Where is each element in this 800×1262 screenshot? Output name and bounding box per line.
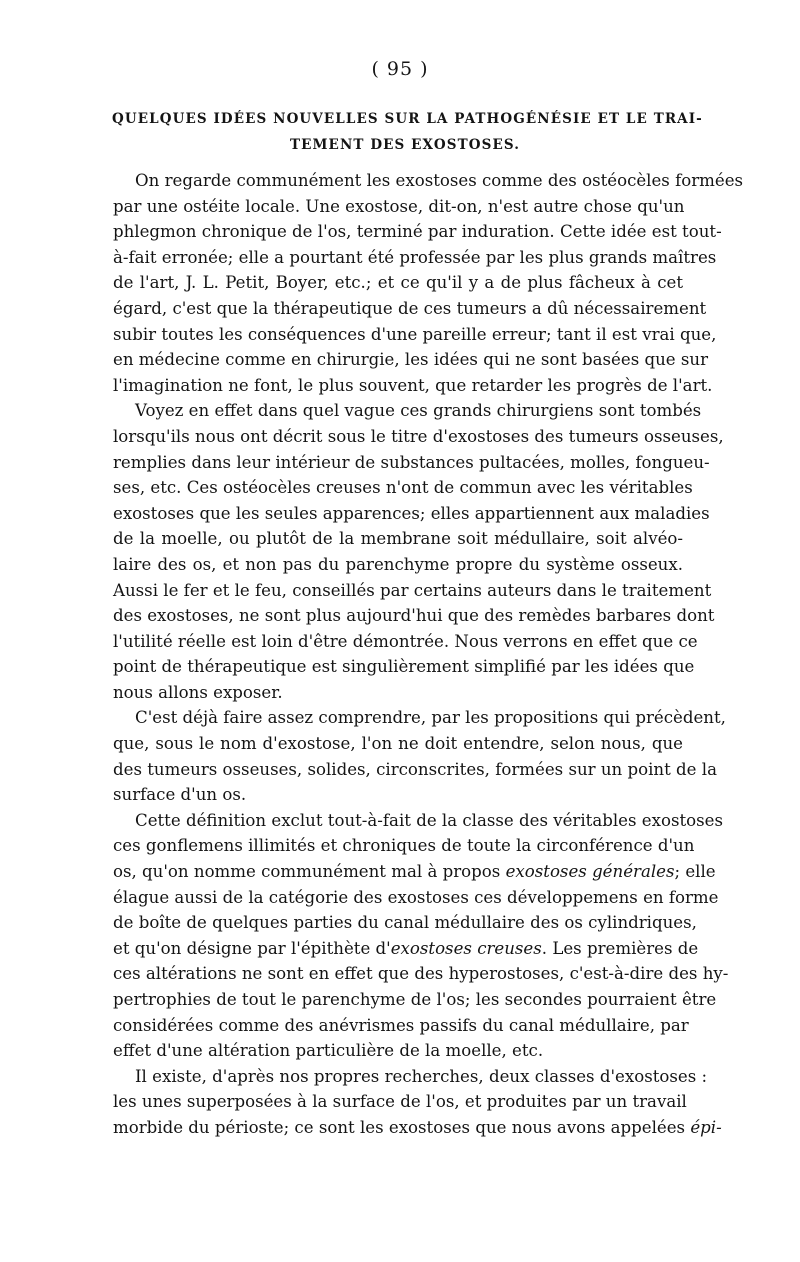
text-line: Voyez en effet dans quel vague ces grands chirurgiens sont tombés (135, 401, 702, 421)
text-line: par une ostéite locale. Une exostose, dit-on, n'est autre chose qu'un (113, 196, 685, 216)
text-line: nous allons exposer. (113, 682, 283, 702)
text-line: surface d'un os. (113, 785, 247, 805)
text-line: lorsqu'ils nous ont décrit sous le titre d'exostoses des tumeurs osseuses, (113, 426, 724, 446)
heading-line: QUELQUES IDÉES NOUVELLES SUR LA PATHOGÉNÉSIE ET LE TRAI- (112, 111, 703, 127)
text-line: Il existe, d'après nos propres recherches, deux classes d'exostoses : (135, 1066, 708, 1086)
text-line: l'utilité réelle est loin d'être démontrée. Nous verrons en effet que ce (113, 631, 698, 651)
text-line: ses, etc. Ces ostéocèles creuses n'ont de commun avec les véritables (113, 478, 693, 498)
text-line: morbide du périoste; ce sont les exostoses que nous avons appelées épi- (113, 1117, 722, 1137)
text-line: en médecine comme en chirurgie, les idées qui ne sont basées que sur (113, 350, 709, 370)
text-line: l'imagination ne font, le plus souvent, que retarder les progrès de l'art. (113, 375, 713, 395)
italic-term: épi- (690, 1117, 722, 1137)
text-line: os, qu'on nomme communément mal à propos exostoses générales; elle (113, 862, 716, 882)
italic-term: exostoses creuses (390, 938, 542, 958)
text-line: Aussi le fer et le feu, conseillés par certains auteurs dans le traitement (113, 580, 712, 600)
text-line: laire des os, et non pas du parenchyme propre du système osseux. (113, 554, 683, 574)
text-line: de boîte de quelques parties du canal médullaire des os cylindriques, (113, 913, 697, 933)
heading-line: TEMENT DES EXOSTOSES. (289, 137, 521, 153)
italic-term: exostoses générales (505, 862, 675, 882)
text-line: les unes superposées à la surface de l'os, et produites par un travail (113, 1092, 687, 1112)
text-line: des exostoses, ne sont plus aujourd'hui que des remèdes barbares dont (113, 606, 715, 626)
text-line: égard, c'est que la thérapeutique de ces tumeurs a dû nécessairement (113, 298, 707, 318)
text-line: ces gonflemens illimités et chroniques de toute la circonférence d'un (113, 836, 695, 856)
text-line: et qu'on désigne par l'épithète d'exostoses creuses. Les premières de (113, 938, 699, 958)
text-line: exostoses que les seules apparences; elles appartiennent aux maladies (113, 503, 710, 523)
text-line: ces altérations ne sont en effet que des hyperostoses, c'est-à-dire des hy- (113, 964, 729, 984)
text-line: subir toutes les conséquences d'une pareille erreur; tant il est vrai que, (113, 324, 717, 344)
text-line: phlegmon chronique de l'os, terminé par induration. Cette idée est tout- (113, 222, 722, 242)
body-text (113, 168, 744, 1141)
paragraph (113, 705, 726, 807)
text-line: Cette définition exclut tout-à-fait de la classe des véritables exostoses (135, 810, 723, 830)
text-line: remplies dans leur intérieur de substances pultacées, molles, fongueu- (113, 452, 710, 472)
section-heading (112, 106, 703, 158)
text-line: de l'art, J. L. Petit, Boyer, etc.; et ce qu'il y a de plus fâcheux à cet (113, 273, 683, 293)
text-line: considérées comme des anévrismes passifs du canal médullaire, par (113, 1015, 689, 1035)
text-line: que, sous le nom d'exostose, l'on ne doit entendre, selon nous, que (113, 734, 683, 754)
text-line: des tumeurs osseuses, solides, circonscrites, formées sur un point de la (113, 759, 717, 779)
paragraph (113, 808, 729, 1064)
text-line: point de thérapeutique est singulièrement simplifié par les idées que (113, 657, 695, 677)
text-line: On regarde communément les exostoses comme des ostéocèles formées (135, 171, 744, 190)
text-line: à-fait erronée; elle a pourtant été professée par les plus grands maîtres (113, 247, 717, 267)
page-number: ( 95 ) (371, 58, 429, 80)
text-line: effet d'une altération particulière de la moelle, etc. (113, 1041, 544, 1061)
text-line: pertrophies de tout le parenchyme de l'os; les secondes pourraient être (113, 990, 717, 1009)
text-line: élague aussi de la catégorie des exostoses ces développemens en forme (113, 887, 719, 907)
text-line: C'est déjà faire assez comprendre, par les propositions qui précèdent, (135, 708, 726, 728)
text-line: de la moelle, ou plutôt de la membrane soit médullaire, soit alvéo- (113, 529, 683, 549)
paragraph (113, 168, 744, 398)
paragraph (113, 1064, 722, 1141)
paragraph (113, 398, 724, 705)
